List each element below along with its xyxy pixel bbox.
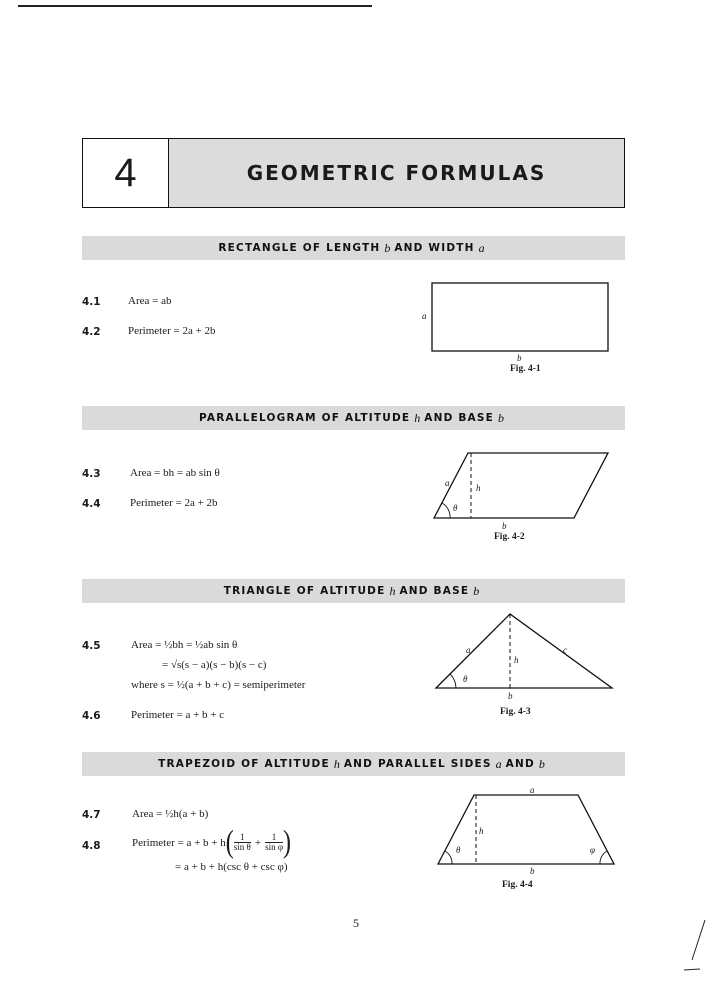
formula-text: Area = ab	[128, 295, 172, 307]
figure-label: θ	[463, 674, 468, 684]
formula-text: Area = bh = ab sin θ	[130, 467, 220, 479]
section-heading-triangle	[82, 579, 625, 603]
fraction-denominator: sin φ	[265, 842, 284, 852]
parallelogram-figure	[430, 448, 620, 528]
figure-label: h	[514, 655, 519, 665]
fraction-denominator: sin θ	[233, 842, 251, 852]
formula-number: 4.7	[82, 809, 101, 821]
formula-number: 4.6	[82, 710, 101, 722]
heading-var: h	[389, 583, 396, 598]
formula-text: Perimeter = a + b + c	[131, 709, 225, 721]
figure-caption: Fig. 4-4	[502, 880, 533, 890]
formula-text: Perimeter = 2a + 2b	[130, 497, 218, 509]
figure-label: θ	[456, 845, 461, 855]
figure-label: a	[445, 478, 450, 488]
figure-label: c	[563, 645, 567, 655]
chapter-header	[82, 138, 625, 208]
heading-text: AND WIDTH	[394, 242, 475, 254]
section-heading-rectangle	[82, 236, 625, 260]
figure-label: h	[476, 483, 481, 493]
fraction-numerator: 1	[265, 833, 283, 843]
figure-label: φ	[590, 845, 595, 855]
formula-text: = √s(s − a)(s − b)(s − c)	[162, 659, 267, 671]
formula-number: 4.1	[82, 296, 101, 308]
figure-label: b	[508, 691, 513, 701]
heading-var: b	[498, 410, 505, 425]
figure-caption: Fig. 4-3	[500, 707, 531, 717]
heading-text: TRIANGLE OF ALTITUDE	[223, 585, 386, 597]
figure-label: a	[530, 785, 535, 795]
pen-mark	[680, 918, 710, 973]
formula-number: 4.5	[82, 640, 101, 652]
figure-label: b	[502, 521, 507, 531]
fraction	[234, 833, 251, 852]
right-paren: )	[283, 825, 292, 860]
plus-sign: +	[254, 836, 262, 849]
heading-text: PARALLELOGRAM OF ALTITUDE	[198, 412, 411, 424]
heading-text: RECTANGLE OF LENGTH	[218, 242, 381, 254]
heading-var: h	[414, 410, 421, 425]
formula-text: Perimeter = 2a + 2b	[128, 325, 216, 337]
heading-var: a	[478, 240, 485, 255]
heading-text: AND BASE	[424, 412, 495, 424]
figure-label: a	[422, 311, 427, 321]
heading-text: AND BASE	[399, 585, 470, 597]
formula-text: Area = ½bh = ½ab sin θ	[131, 639, 238, 651]
section-heading-parallelogram	[82, 406, 625, 430]
formula-number: 4.3	[82, 468, 101, 480]
figure-caption: Fig. 4-2	[494, 532, 525, 542]
heading-var: b	[538, 756, 545, 771]
formula-number: 4.4	[82, 498, 101, 510]
heading-var: b	[384, 240, 391, 255]
figure-label: b	[517, 353, 522, 363]
heading-text: TRAPEZOID OF ALTITUDE	[158, 758, 330, 770]
top-rule	[18, 5, 372, 7]
perimeter-formula	[132, 825, 292, 860]
heading-var: h	[333, 756, 340, 771]
section-heading-trapezoid	[82, 752, 625, 776]
formula-number: 4.2	[82, 326, 101, 338]
heading-text: AND	[505, 758, 535, 770]
formula-text: Area = ½h(a + b)	[132, 808, 209, 820]
left-paren: (	[225, 825, 234, 860]
trapezoid-figure	[432, 790, 622, 870]
figure-label: a	[466, 645, 471, 655]
formula-text: = a + b + h(csc θ + csc φ)	[175, 861, 288, 873]
fraction-numerator: 1	[234, 833, 251, 843]
heading-var: b	[473, 583, 480, 598]
heading-text: AND PARALLEL SIDES	[343, 758, 492, 770]
heading-var: a	[495, 756, 502, 771]
fraction	[265, 833, 283, 852]
formula-text: Perimeter = a + b + h	[132, 836, 226, 849]
formula-number: 4.8	[82, 840, 101, 852]
figure-label: θ	[453, 503, 458, 513]
figure-caption: Fig. 4-1	[510, 364, 541, 374]
rectangle-figure	[420, 278, 620, 378]
chapter-title: GEOMETRIC FORMULAS	[246, 161, 547, 185]
figure-label: b	[530, 866, 535, 876]
formula-text: where s = ½(a + b + c) = semiperimeter	[131, 679, 306, 691]
triangle-figure	[432, 610, 622, 695]
page-number: 5	[353, 916, 359, 930]
figure-label: h	[479, 826, 484, 836]
chapter-number: 4	[83, 139, 169, 207]
